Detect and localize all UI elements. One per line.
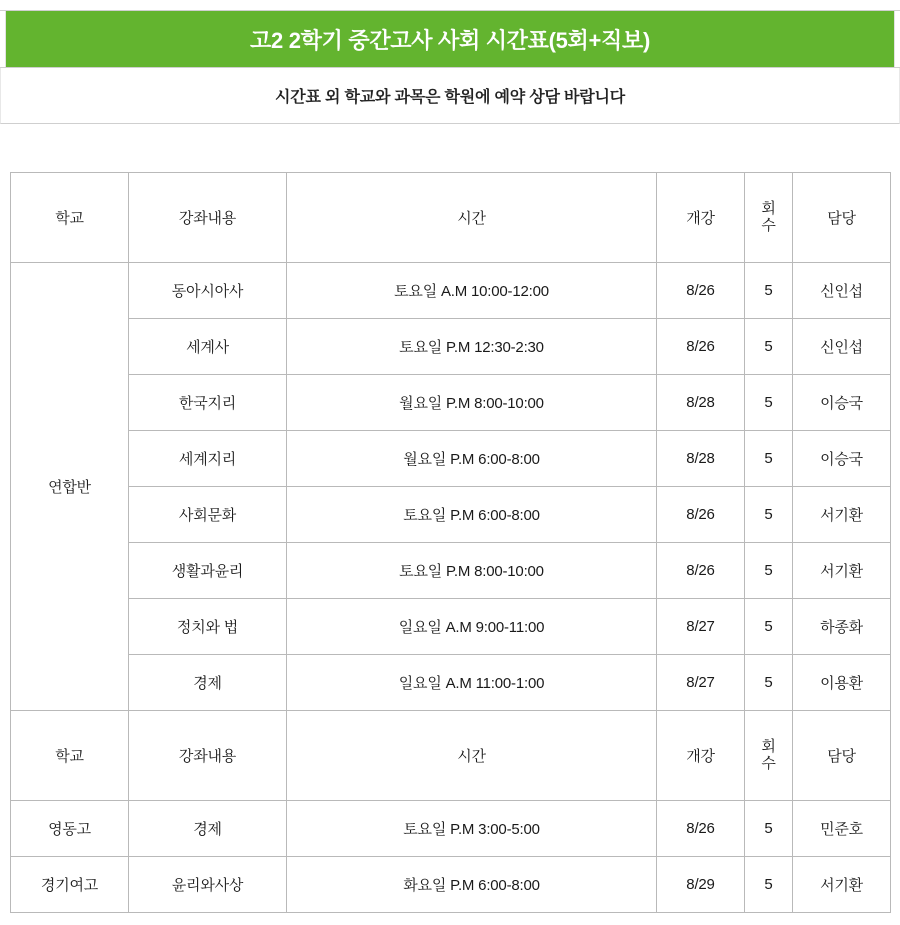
cell-course: 동아시아사 xyxy=(129,263,287,319)
cell-start: 8/29 xyxy=(657,857,745,913)
cell-start: 8/26 xyxy=(657,543,745,599)
cell-start: 8/28 xyxy=(657,431,745,487)
table-row xyxy=(11,599,891,655)
table-row xyxy=(11,801,891,857)
table-header-row-secondary xyxy=(11,711,891,801)
header-time: 시간 xyxy=(287,711,657,801)
cell-course: 생활과윤리 xyxy=(129,543,287,599)
cell-teacher: 서기환 xyxy=(793,487,891,543)
table-row xyxy=(11,655,891,711)
header-start: 개강 xyxy=(657,173,745,263)
cell-teacher: 이승국 xyxy=(793,431,891,487)
cell-course: 사회문화 xyxy=(129,487,287,543)
page-title: 고2 2학기 중간고사 사회 시간표(5회+직보) xyxy=(6,11,894,67)
cell-count: 5 xyxy=(745,431,793,487)
table-row xyxy=(11,263,891,319)
header-count-line1: 회 xyxy=(761,200,776,217)
cell-course: 정치와 법 xyxy=(129,599,287,655)
cell-count: 5 xyxy=(745,375,793,431)
cell-count: 5 xyxy=(745,263,793,319)
cell-count: 5 xyxy=(745,801,793,857)
cell-school: 경기여고 xyxy=(11,857,129,913)
schedule-table-wrapper xyxy=(10,172,890,913)
cell-course: 경제 xyxy=(129,655,287,711)
cell-teacher: 신인섭 xyxy=(793,263,891,319)
cell-course: 윤리와사상 xyxy=(129,857,287,913)
cell-count: 5 xyxy=(745,487,793,543)
cell-course: 한국지리 xyxy=(129,375,287,431)
table-header-row xyxy=(11,173,891,263)
cell-teacher: 이용환 xyxy=(793,655,891,711)
header-count xyxy=(745,173,793,263)
header-count xyxy=(745,711,793,801)
cell-count: 5 xyxy=(745,319,793,375)
cell-count: 5 xyxy=(745,857,793,913)
cell-start: 8/27 xyxy=(657,655,745,711)
cell-time: 일요일 A.M 9:00-11:00 xyxy=(287,599,657,655)
schedule-table xyxy=(10,172,891,913)
cell-teacher: 민준호 xyxy=(793,801,891,857)
schedule-page xyxy=(0,10,900,925)
cell-course: 세계지리 xyxy=(129,431,287,487)
header-count-line2: 수 xyxy=(761,754,776,772)
table-row xyxy=(11,487,891,543)
cell-start: 8/26 xyxy=(657,263,745,319)
header-school: 학교 xyxy=(11,711,129,801)
cell-time: 화요일 P.M 6:00-8:00 xyxy=(287,857,657,913)
cell-teacher: 신인섭 xyxy=(793,319,891,375)
banner-right-spacer xyxy=(894,11,900,67)
table-row xyxy=(11,543,891,599)
cell-start: 8/28 xyxy=(657,375,745,431)
cell-time: 월요일 P.M 8:00-10:00 xyxy=(287,375,657,431)
cell-teacher: 서기환 xyxy=(793,857,891,913)
header-count-stack xyxy=(745,739,792,772)
cell-course: 경제 xyxy=(129,801,287,857)
cell-time: 토요일 P.M 6:00-8:00 xyxy=(287,487,657,543)
cell-time: 월요일 P.M 6:00-8:00 xyxy=(287,431,657,487)
cell-teacher: 하종화 xyxy=(793,599,891,655)
table-body xyxy=(11,263,891,913)
table-row xyxy=(11,319,891,375)
header-count-stack xyxy=(745,201,792,234)
header-course: 강좌내용 xyxy=(129,711,287,801)
header-count-line1: 회 xyxy=(761,738,776,755)
cell-start: 8/26 xyxy=(657,801,745,857)
cell-course: 세계사 xyxy=(129,319,287,375)
cell-teacher: 이승국 xyxy=(793,375,891,431)
cell-start: 8/27 xyxy=(657,599,745,655)
table-head xyxy=(11,173,891,263)
header-teacher: 담당 xyxy=(793,711,891,801)
header-time: 시간 xyxy=(287,173,657,263)
cell-time: 토요일 P.M 12:30-2:30 xyxy=(287,319,657,375)
cell-time: 토요일 P.M 8:00-10:00 xyxy=(287,543,657,599)
header-school: 학교 xyxy=(11,173,129,263)
header-teacher: 담당 xyxy=(793,173,891,263)
table-row xyxy=(11,857,891,913)
cell-count: 5 xyxy=(745,655,793,711)
header-count-line2: 수 xyxy=(761,216,776,234)
cell-school: 영동고 xyxy=(11,801,129,857)
subtitle-text: 시간표 외 학교와 과목은 학원에 예약 상담 바랍니다 xyxy=(274,89,626,106)
cell-time: 일요일 A.M 11:00-1:00 xyxy=(287,655,657,711)
cell-count: 5 xyxy=(745,543,793,599)
table-row xyxy=(11,431,891,487)
cell-start: 8/26 xyxy=(657,487,745,543)
cell-count: 5 xyxy=(745,599,793,655)
group-school-label: 연합반 xyxy=(11,263,129,711)
cell-teacher: 서기환 xyxy=(793,543,891,599)
table-row xyxy=(11,375,891,431)
cell-time: 토요일 A.M 10:00-12:00 xyxy=(287,263,657,319)
header-start: 개강 xyxy=(657,711,745,801)
subtitle-bar xyxy=(0,68,900,124)
cell-start: 8/26 xyxy=(657,319,745,375)
cell-time: 토요일 P.M 3:00-5:00 xyxy=(287,801,657,857)
header-banner xyxy=(0,10,900,68)
header-course: 강좌내용 xyxy=(129,173,287,263)
